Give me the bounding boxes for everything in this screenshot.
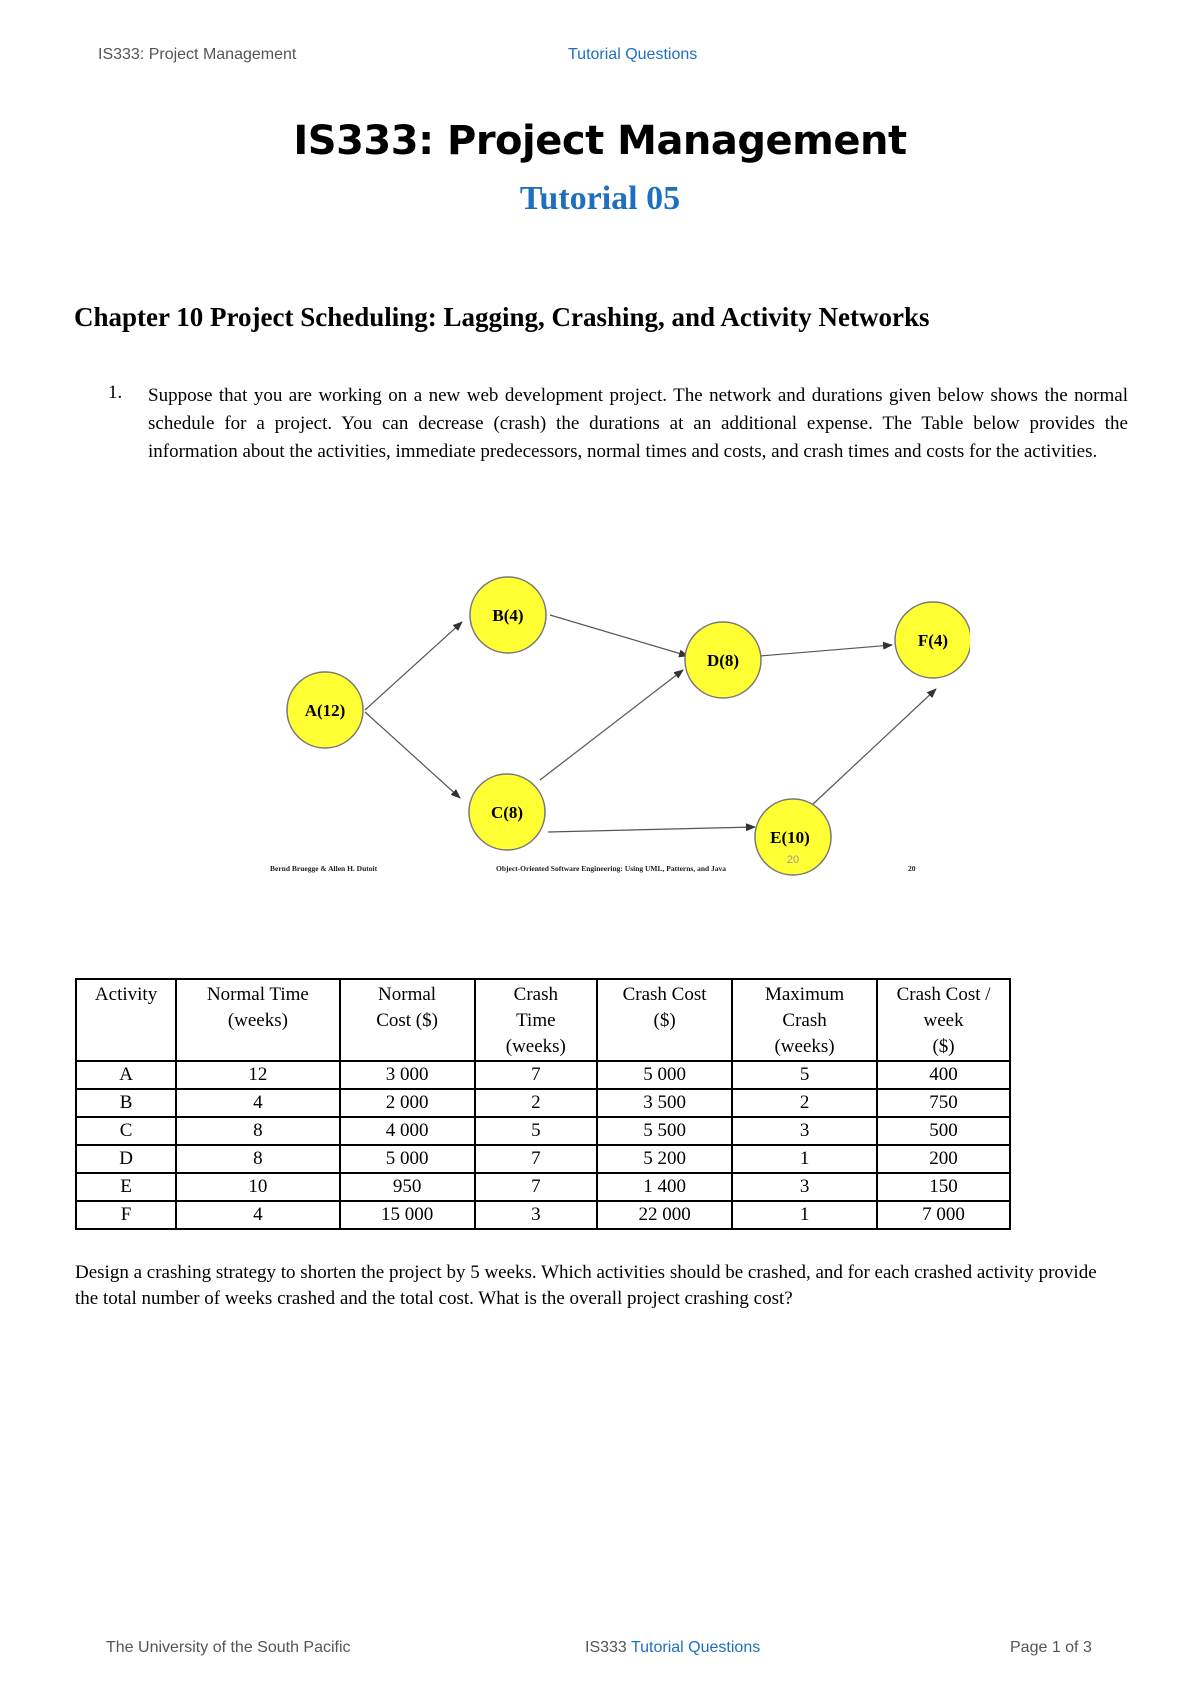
node-f-label: F(4) — [917, 631, 949, 650]
table-row — [76, 1117, 1010, 1145]
table-cell: 1 — [732, 1145, 877, 1173]
edge-c-d — [540, 670, 683, 780]
table-cell: 3 000 — [340, 1061, 475, 1089]
table-cell: 10 — [176, 1173, 340, 1201]
header-normal-time: Normal Time (weeks) — [176, 979, 340, 1061]
diagram-footer-right: 20 — [908, 864, 916, 873]
table-cell: 15 000 — [340, 1201, 475, 1229]
edge-a-b — [365, 622, 462, 710]
table-cell: 400 — [877, 1061, 1010, 1089]
table-cell: 7 — [475, 1061, 598, 1089]
table-cell: 4 000 — [340, 1117, 475, 1145]
table-cell: 750 — [877, 1089, 1010, 1117]
table-cell: 2 000 — [340, 1089, 475, 1117]
table-cell: 12 — [176, 1061, 340, 1089]
chapter-heading: Chapter 10 Project Scheduling: Lagging, Crashing, and Activity Networks — [74, 302, 930, 332]
question-text: Suppose that you are working on a new web development project. The network and durations given below shows the normal schedule for a project. You can decrease (crash) the durations at an additional expense. The Table below provides the information about the activities, immediate predecessors, normal times and costs, and crash times and costs for the activities. — [148, 385, 1128, 462]
table-row — [76, 1061, 1010, 1089]
design-question-text: Design a crashing strategy to shorten the project by 5 weeks. Which activities should be crashed, and for each crashed activity provide the total number of weeks crashed and the total cost. What is the overall project crashing cost? — [75, 1262, 1097, 1309]
table-cell: F — [76, 1201, 176, 1229]
page-subtitle: Tutorial 05 — [519, 180, 681, 217]
node-a — [287, 672, 363, 748]
table-cell: 8 — [176, 1145, 340, 1173]
node-e — [755, 799, 831, 875]
table-cell: B — [76, 1089, 176, 1117]
header-crash-cost-per-week: Crash Cost / week ($) — [877, 979, 1010, 1061]
table-cell: 5 — [732, 1061, 877, 1089]
node-e-page-mark: 20 — [786, 854, 800, 866]
table-cell: 4 — [176, 1201, 340, 1229]
table-cell: 950 — [340, 1173, 475, 1201]
header-activity: Activity — [76, 979, 176, 1061]
table-row — [76, 1145, 1010, 1173]
table-row — [76, 1173, 1010, 1201]
node-c — [469, 774, 545, 850]
table-cell: 5 200 — [597, 1145, 732, 1173]
table-cell: 4 — [176, 1089, 340, 1117]
node-e-label: E(10) — [770, 828, 810, 847]
activity-network-diagram — [250, 560, 970, 880]
table-cell: 2 — [732, 1089, 877, 1117]
footer-page-number: Page 1 of 3 — [1010, 1639, 1092, 1656]
table-row — [76, 1089, 1010, 1117]
table-cell: 3 — [732, 1173, 877, 1201]
table-row — [76, 1201, 1010, 1229]
table-cell: 5 000 — [340, 1145, 475, 1173]
header-normal-cost: Normal Cost ($) — [340, 979, 475, 1061]
table-cell: 500 — [877, 1117, 1010, 1145]
table-cell: 3 — [732, 1117, 877, 1145]
running-header-center: Tutorial Questions — [568, 46, 698, 63]
table-cell: 7 — [475, 1173, 598, 1201]
header-crash-time: Crash Time (weeks) — [475, 979, 598, 1061]
table-cell: 200 — [877, 1145, 1010, 1173]
diagram-footer-left: Bernd Bruegge & Allen H. Dutoit — [270, 864, 378, 873]
table-cell: 7 000 — [877, 1201, 1010, 1229]
table-cell: 5 500 — [597, 1117, 732, 1145]
table-cell: 8 — [176, 1117, 340, 1145]
table-header-row — [76, 979, 1010, 1061]
table-cell: 5 — [475, 1117, 598, 1145]
page-title: IS333: Project Management — [293, 118, 907, 164]
table-cell: 150 — [877, 1173, 1010, 1201]
table-cell: 3 500 — [597, 1089, 732, 1117]
node-c-label: C(8) — [490, 803, 524, 822]
node-d — [685, 622, 761, 698]
footer-center-suffix: Tutorial Questions — [630, 1639, 761, 1656]
node-b-label: B(4) — [492, 606, 524, 625]
node-d-label: D(8) — [706, 651, 740, 670]
header-maximum-crash: Maximum Crash (weeks) — [732, 979, 877, 1061]
node-a-label: A(12) — [304, 701, 346, 720]
question-number: 1. — [108, 382, 123, 403]
node-f — [895, 602, 970, 678]
edge-d-f — [760, 645, 892, 656]
table-cell: E — [76, 1173, 176, 1201]
diagram-footer-center: Object-Oriented Software Engineering: Using UML, Patterns, and Java — [496, 864, 727, 873]
footer-center — [585, 1639, 760, 1657]
crash-data-table — [75, 978, 1011, 1230]
edge-b-d — [550, 615, 688, 656]
node-b — [470, 577, 546, 653]
header-crash-cost: Crash Cost ($) — [597, 979, 732, 1061]
table-cell: D — [76, 1145, 176, 1173]
table-cell: 1 400 — [597, 1173, 732, 1201]
table-cell: 7 — [475, 1145, 598, 1173]
table-cell: 3 — [475, 1201, 598, 1229]
edge-c-e — [548, 827, 755, 832]
table-cell: 22 000 — [597, 1201, 732, 1229]
table-cell: A — [76, 1061, 176, 1089]
table-cell: 5 000 — [597, 1061, 732, 1089]
table-cell: C — [76, 1117, 176, 1145]
table-cell: 2 — [475, 1089, 598, 1117]
edge-a-c — [365, 712, 460, 798]
running-header-left: IS333: Project Management — [98, 46, 297, 63]
footer-center-prefix: IS333 — [585, 1639, 627, 1656]
edge-e-f — [812, 689, 936, 805]
footer-left: The University of the South Pacific — [106, 1639, 351, 1656]
table-cell: 1 — [732, 1201, 877, 1229]
